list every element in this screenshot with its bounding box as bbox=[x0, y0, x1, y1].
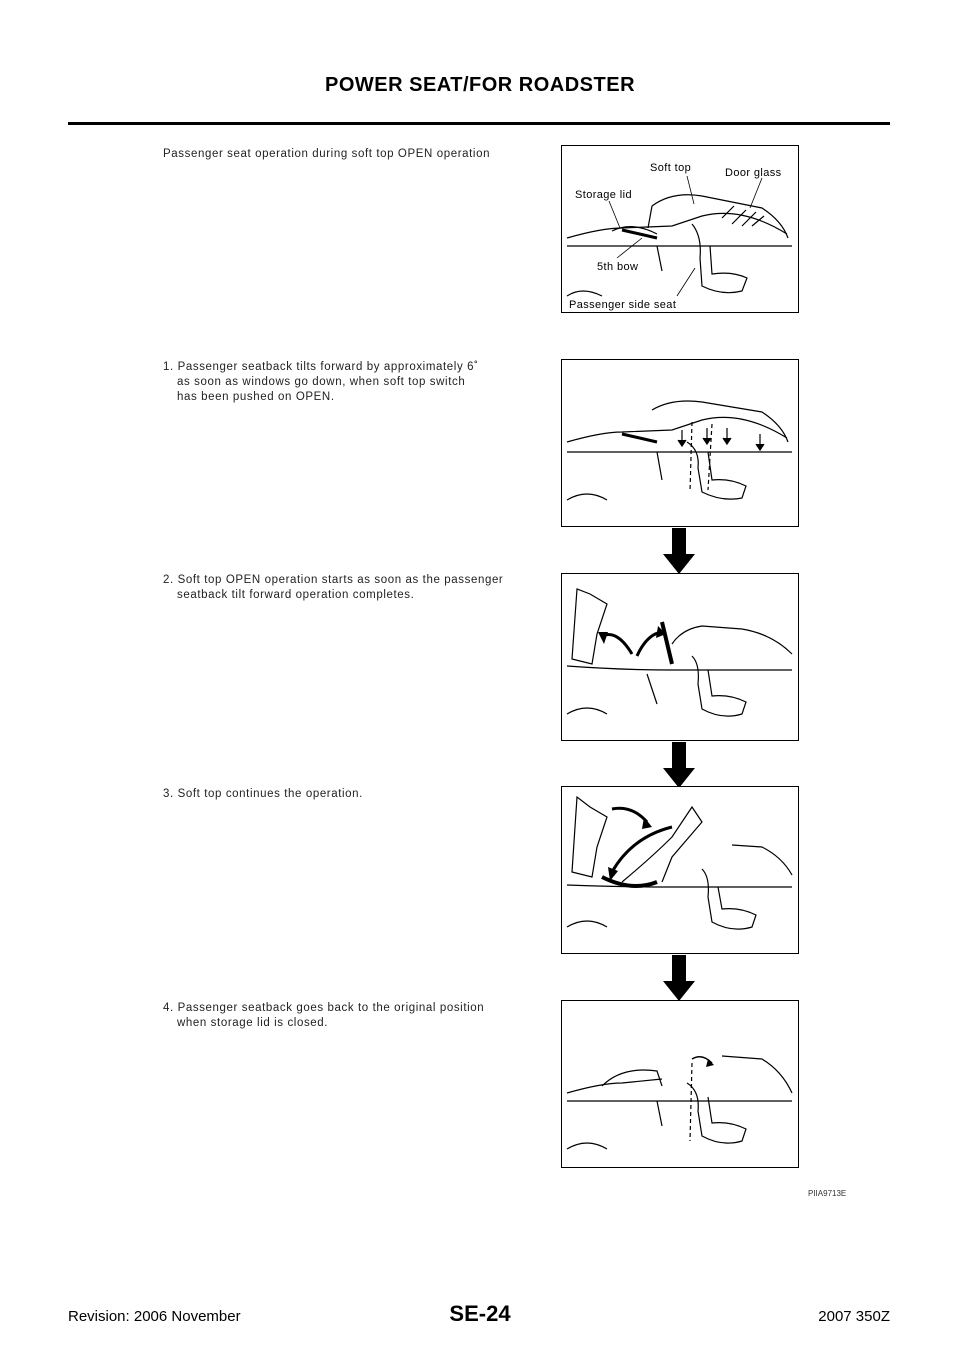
arrow-down-icon bbox=[663, 742, 695, 788]
step-2-text bbox=[163, 573, 543, 603]
footer-revision: Revision: 2006 November bbox=[68, 1308, 241, 1325]
figure-step-1 bbox=[561, 359, 799, 527]
step-4-line-1: 4. Passenger seatback goes back to the original position bbox=[163, 1002, 485, 1014]
step-1-text bbox=[163, 360, 543, 405]
step-4-text bbox=[163, 1001, 543, 1031]
step-4-illustration bbox=[562, 1001, 798, 1167]
page-title: POWER SEAT/FOR ROADSTER bbox=[324, 74, 636, 96]
step-4-line-2: when storage lid is closed. bbox=[177, 1017, 329, 1029]
label-passenger-side-seat: Passenger side seat bbox=[569, 299, 677, 311]
step-1-illustration bbox=[562, 360, 798, 526]
step-2-illustration bbox=[562, 574, 798, 740]
figure-step-3 bbox=[561, 786, 799, 954]
figure-id: PIIA9713E bbox=[808, 1189, 847, 1198]
label-soft-top: Soft top bbox=[650, 162, 692, 174]
label-door-glass: Door glass bbox=[725, 167, 782, 179]
figure-step-2 bbox=[561, 573, 799, 741]
overview-illustration bbox=[562, 146, 798, 312]
step-3-illustration bbox=[562, 787, 798, 953]
figure-overview bbox=[561, 145, 799, 313]
arrow-down-icon bbox=[663, 528, 695, 574]
step-3-text bbox=[163, 787, 543, 802]
intro-caption-text: Passenger seat operation during soft top OPEN operation bbox=[163, 148, 491, 160]
step-1-line-1: 1. Passenger seatback tilts forward by approximately 6˚ bbox=[163, 361, 479, 373]
footer-model: 2007 350Z bbox=[818, 1308, 890, 1325]
label-5th-bow: 5th bow bbox=[597, 261, 639, 273]
figure-step-4 bbox=[561, 1000, 799, 1168]
step-1-line-3: has been pushed on OPEN. bbox=[177, 391, 335, 403]
intro-caption bbox=[163, 147, 543, 162]
label-storage-lid: Storage lid bbox=[575, 189, 632, 201]
header-rule bbox=[68, 122, 890, 125]
step-2-line-1: 2. Soft top OPEN operation starts as soon as the passenger bbox=[163, 574, 504, 586]
step-3-line-1: 3. Soft top continues the operation. bbox=[163, 788, 363, 800]
footer-page-number: SE-24 bbox=[449, 1301, 511, 1326]
step-2-line-2: seatback tilt forward operation completes. bbox=[177, 589, 415, 601]
arrow-down-icon bbox=[663, 955, 695, 1001]
step-1-line-2: as soon as windows go down, when soft top switch bbox=[177, 376, 466, 388]
